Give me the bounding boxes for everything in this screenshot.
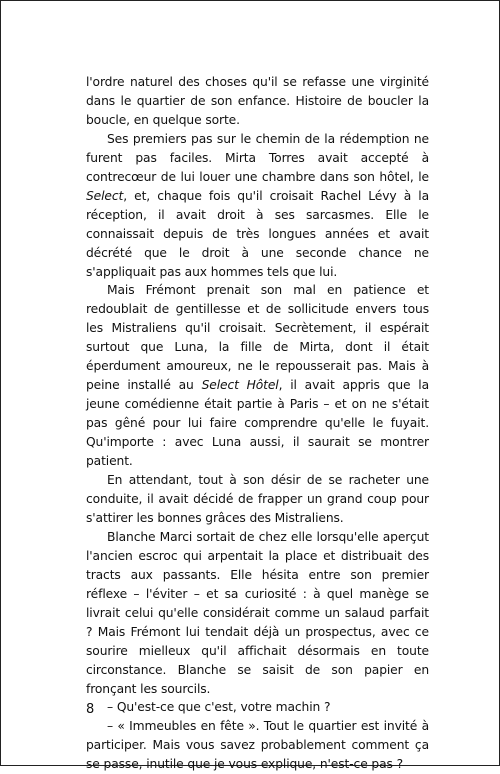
text-segment: , il avait appris que la jeune comédienne était partie à Paris – et on ne s'était pas gêné pour lui faire comprendre qu'elle le fuyait. Qu'importe : avec Luna aussi, il saurait se montrer patient. bbox=[86, 378, 429, 469]
dialogue-line: – « Immeubles en fête ». Tout le quartier est invité à participer. Mais vous savez probablement comment ça se passe, inutile que je vous explique, n'est-ce pas ? bbox=[86, 719, 429, 772]
text-segment: Blanche Marci sortait de chez elle lorsqu'elle aperçut l'ancien escroc qui arpentait la place et distribuait des tracts aux passants. Elle hésita entre son premier réflexe – l'éviter – et sa curiosité : à quel manège se livrait celui qu'elle considérait comme un salaud parfait ? Mais Frémont lui tendait déjà un prospectus, avec ce sourire mielleux qu'il affichait désormais en toute circonstance. Blanche se saisit de son papier en fronçant les sourcils. bbox=[86, 529, 429, 696]
italic-segment: Select Hôtel bbox=[201, 378, 279, 393]
text-segment: l'ordre naturel des choses qu'il se refasse une virginité dans le quartier de son enfance. Histoire de boucler la boucle, en quelque sorte. bbox=[86, 75, 429, 127]
page-number: 8 bbox=[86, 702, 95, 717]
paragraph-1 bbox=[86, 73, 429, 130]
paragraph-2 bbox=[86, 130, 429, 282]
text-segment: Mais Frémont prenait son mal en patience et redoublait de gentillesse et de sollicitude envers tous les Mistraliens qu'il croisait. Secrètement, il espérait surtout que Luna, la fille de Mirta, dont il était éperdument amoureux, ne le repousserait pas. Mais à peine installé au bbox=[86, 283, 429, 393]
text-segment: En attendant, tout à son désir de se racheter une conduite, il avait décidé de frapper un grand coup pour s'attirer les bonnes grâces des Mistraliens. bbox=[86, 473, 429, 525]
text-segment: Ses premiers pas sur le chemin de la rédemption ne furent pas faciles. Mirta Torres avait accepté à contrecœur de lui louer une chambre dans son hôtel, le bbox=[86, 131, 429, 184]
text-segment: , et, chaque fois qu'il croisait Rachel Lévy à la réception, il avait droit à ses sarcasmes. Elle le connaissait depuis de très longues années et avait décrété que le droit à une seconde chance ne s'appliquait pas aux hommes tels que lui. bbox=[86, 188, 429, 279]
dialogue-line: – Qu'est-ce que c'est, votre machin ? bbox=[107, 700, 331, 715]
paragraph-4 bbox=[86, 471, 429, 528]
paragraph-3 bbox=[86, 281, 429, 471]
paragraph-6 bbox=[86, 698, 429, 717]
body-text bbox=[86, 73, 429, 774]
italic-segment: Select bbox=[86, 188, 124, 203]
paragraph-5 bbox=[86, 528, 429, 699]
